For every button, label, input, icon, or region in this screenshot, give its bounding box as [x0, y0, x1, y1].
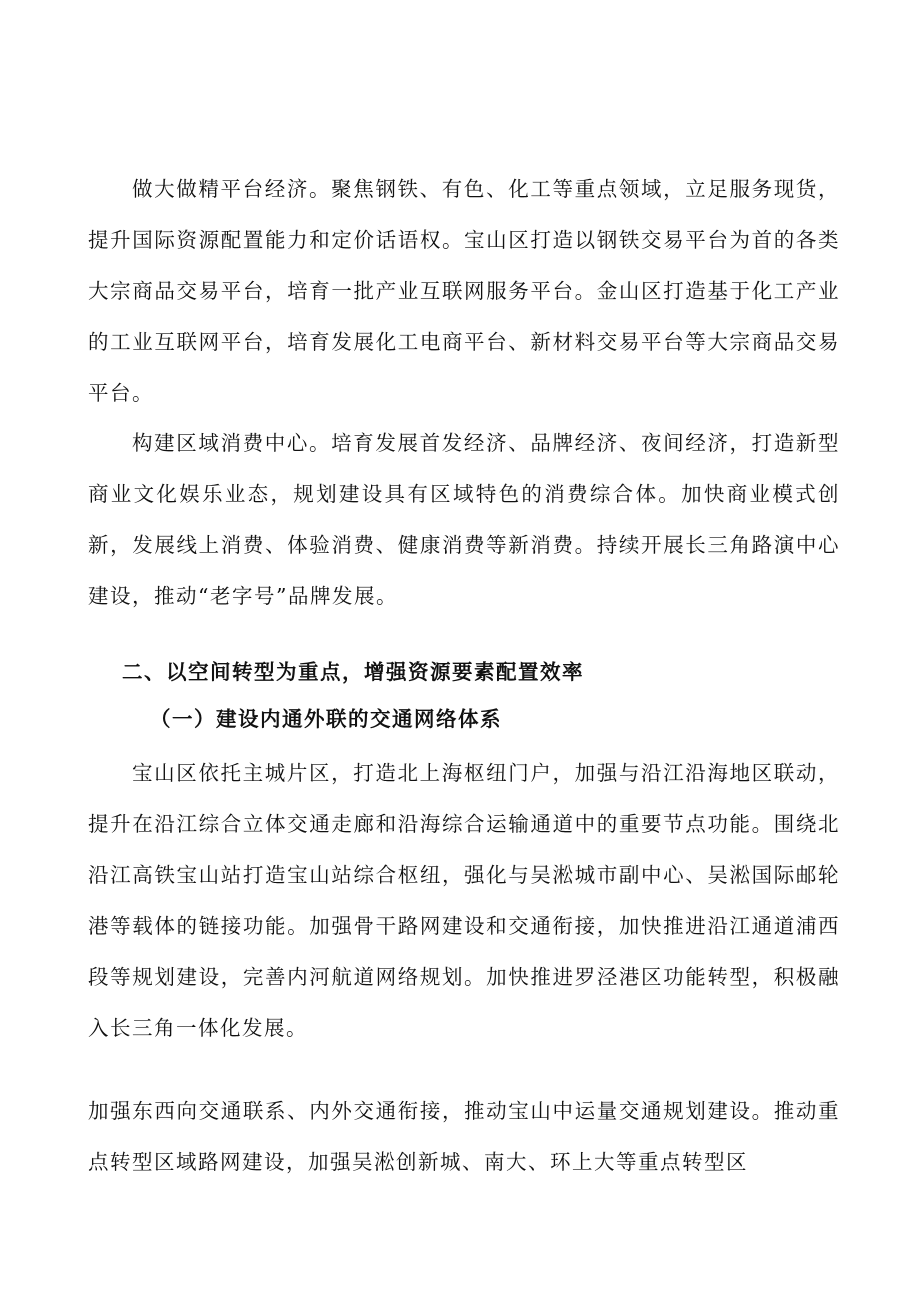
paragraph-east-west-transport: 加强东西向交通联系、内外交通衔接，推动宝山中运量交通规划建设。推动重点转型区域路网建设，加强吴淞创新城、南大、环上大等重点转型区 [88, 1099, 840, 1174]
subsection-heading: （一）建设内通外联的交通网络体系 [150, 707, 502, 731]
paragraph-platform-economy: 做大做精平台经济。聚焦钢铁、有色、化工等重点领域，立足服务现货，提升国际资源配置能力和定价话语权。宝山区打造以钢铁交易平台为首的各类大宗商品交易平台，培育一批产业互联网服务平台。金山区打造基于化工产业的工业互联网平台，培育发展化工电商平台、新材料交易平台等大宗商品交易平台。 [88, 177, 840, 405]
paragraph-consumption-center: 构建区域消费中心。培育发展首发经济、品牌经济、夜间经济，打造新型商业文化娱乐业态，规划建设具有区域特色的消费综合体。加快商业模式创新，发展线上消费、体验消费、健康消费等新消费。持续开展长三角路演中心建设，推动“老字号”品牌发展。 [88, 431, 840, 608]
section-heading: 二、以空间转型为重点，增强资源要素配置效率 [122, 660, 584, 684]
paragraph-transport-network: 宝山区依托主城片区，打造北上海枢纽门户，加强与沿江沿海地区联动，提升在沿江综合立体交通走廊和沿海综合运输通道中的重要节点功能。围绕北沿江高铁宝山站打造宝山站综合枢纽，强化与吴淞城市副中心、吴淞国际邮轮港等载体的链接功能。加强骨干路网建设和交通衔接，加快推进沿江通道浦西段等规划建设，完善内河航道网络规划。加快推进罗泾港区功能转型，积极融入长三角一体化发展。 [88, 761, 840, 1040]
